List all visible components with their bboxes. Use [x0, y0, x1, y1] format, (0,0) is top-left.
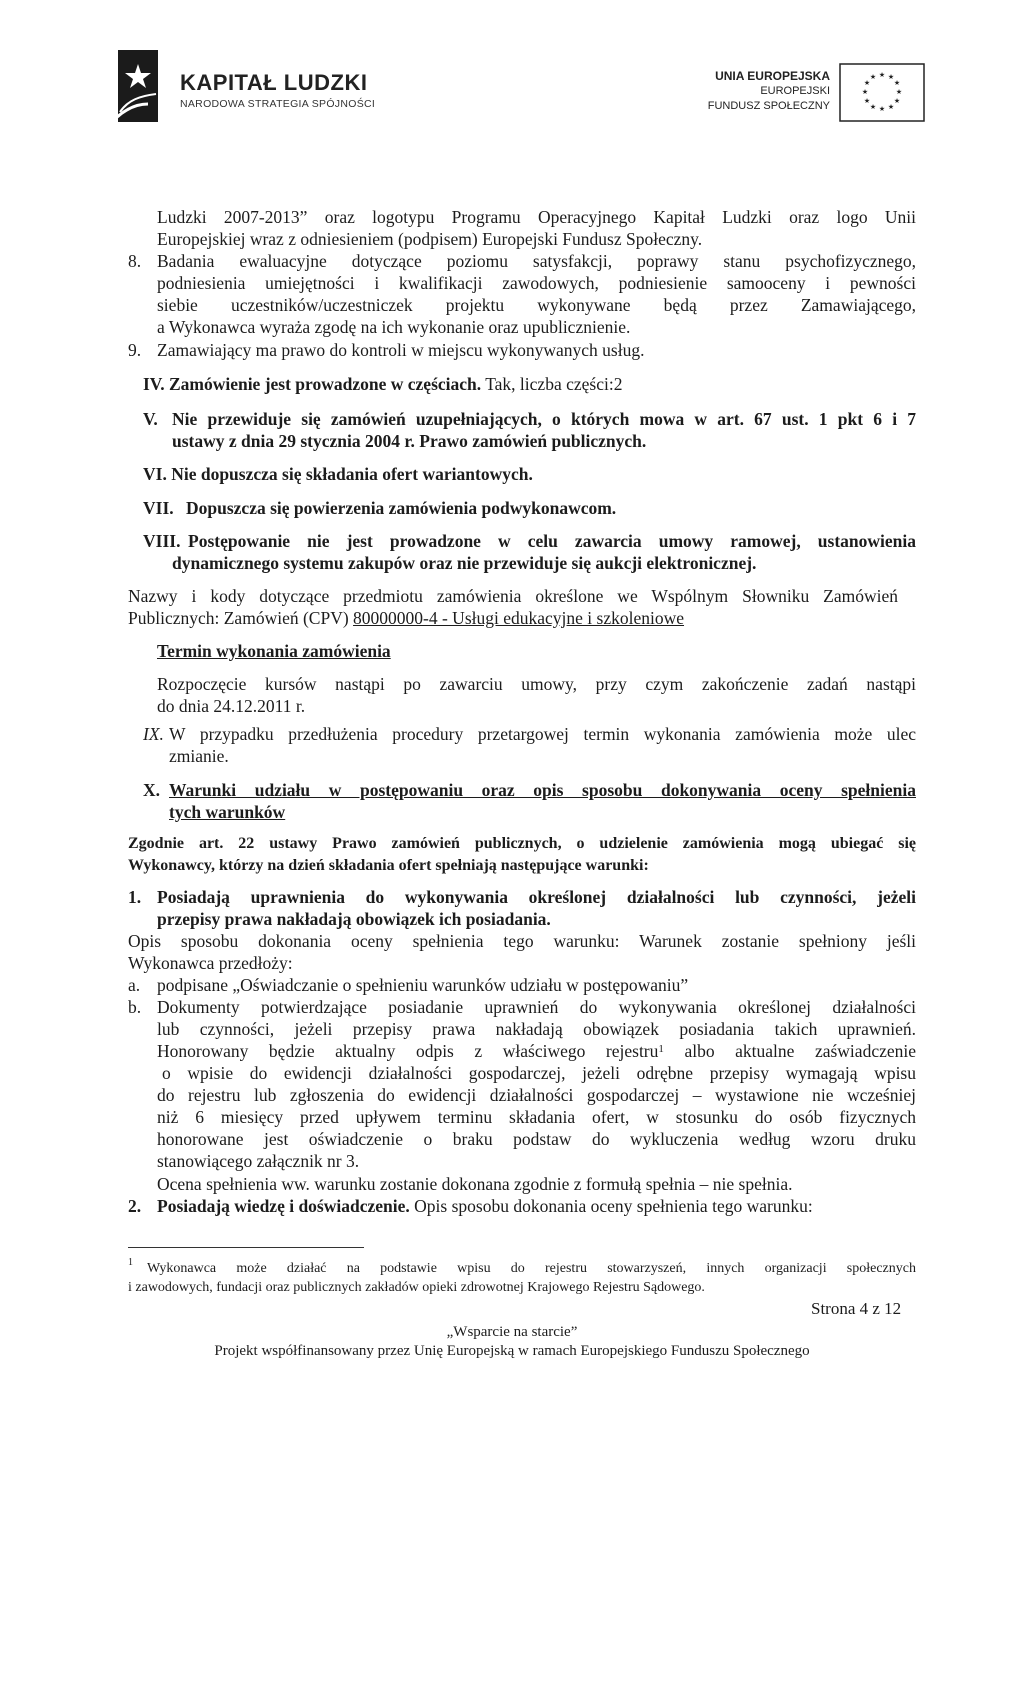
list-number: 2. [128, 1196, 142, 1216]
section-iv-heading: IV. Zamówienie jest prowadzone w częściach. [143, 374, 482, 394]
svg-text:★: ★ [861, 88, 869, 96]
cpv-label: Publicznych: Zamówień (CPV) [128, 608, 354, 628]
svg-text:★: ★ [878, 105, 886, 113]
svg-text:★: ★ [863, 97, 871, 105]
text-line: do rejestru lub zgłoszenia do ewidencji działalności gospodarczej – wystawione nie wcześniej [157, 1085, 916, 1105]
svg-text:★: ★ [887, 103, 895, 111]
section-iv-text: Tak, liczba części:2 [481, 374, 623, 394]
text-line: Dokumenty potwierdzające posiadanie uprawnień do wykonywania określonej działalności [157, 997, 916, 1017]
text-line: Zamawiający ma prawo do kontroli w miejscu wykonywanych usług. [157, 340, 645, 360]
condition-2 [157, 1195, 813, 1217]
section-number: VIII. [143, 531, 181, 551]
text-line: o wpisie do ewidencji działalności gospodarczej, jeżeli odrębne przepisy wymagają wpisu [162, 1063, 916, 1083]
text-line: Rozpoczęcie kursów nastąpi po zawarciu umowy, przy czym zakończenie zadań nastąpi [157, 674, 916, 694]
section-v-heading: ustawy z dnia 29 stycznia 2004 r. Prawo zamówień publicznych. [172, 431, 647, 451]
kapital-ludzki-logo-icon [118, 50, 158, 122]
list-letter: b. [128, 997, 142, 1017]
text-line [157, 1040, 916, 1062]
page-number: Strona 4 z 12 [811, 1299, 902, 1318]
list-number: 9. [128, 340, 142, 360]
svg-text:★: ★ [869, 73, 877, 81]
text-line: Nazwy i kody dotyczące przedmiotu zamówienia określone we Wspólnym Słowniku Zamówień [128, 586, 898, 606]
eu-flag-icon [839, 63, 925, 122]
text-line: stanowiącego załącznik nr 3. [157, 1151, 360, 1171]
cpv-line [128, 607, 684, 629]
kapital-ludzki-subtitle: NARODOWA STRATEGIA SPÓJNOŚCI [180, 98, 376, 110]
funding-note: Projekt współfinansowany przez Unię Europejską w ramach Europejskiego Funduszu Społecznego [214, 1343, 810, 1359]
text-line: zmianie. [169, 746, 229, 766]
eu-label-line1: UNIA EUROPEJSKA [715, 69, 830, 83]
text-fragment: albo aktualne zaświadczenie [663, 1041, 916, 1061]
footnote-divider [128, 1247, 364, 1248]
section-viii-heading: dynamicznego systemu zakupów oraz nie przewiduje się aukcji elektronicznej. [172, 553, 757, 573]
svg-text:★: ★ [863, 79, 871, 87]
section-number: IX. [143, 724, 164, 744]
text-line: Opis sposobu dokonania oceny spełnienia tego warunku: Warunek zostanie spełniony jeśli [128, 931, 916, 951]
kapital-ludzki-title: KAPITAŁ LUDZKI [180, 70, 368, 95]
section-number: VII. [143, 498, 174, 518]
text-line: honorowane jest oświadczenie o braku podstaw do wykluczenia według wzoru druku [157, 1129, 916, 1149]
text-line: lub czynności, jeżeli przepisy prawa nakładają obowiązek posiadania takich uprawnień. [157, 1019, 916, 1039]
svg-text:★: ★ [893, 97, 901, 105]
text-line: niż 6 miesięcy przed upływem terminu składania ofert, w stosunku do osób fizycznych [157, 1107, 916, 1127]
text-line: Zgodnie art. 22 ustawy Prawo zamówień publicznych, o udzielenie zamówienia mogą ubiegać się [128, 835, 916, 852]
eu-label-line3: FUNDUSZ SPOŁECZNY [707, 100, 830, 112]
text-line: Wykonawcy, którzy na dzień składania ofert spełniają następujące warunki: [128, 857, 649, 874]
list-number: 1. [128, 887, 142, 907]
footnote-text: i zawodowych, fundacji oraz publicznych zakładów opieki zdrowotnej Krajowego Rejestru Sądowego. [128, 1280, 705, 1295]
text-line: do dnia 24.12.2011 r. [157, 696, 306, 716]
text-line: Ludzki 2007-2013” oraz logotypu Programu Operacyjnego Kapitał Ludzki oraz logo Unii [157, 207, 916, 227]
text-line: W przypadku przedłużenia procedury przetargowej termin wykonania zamówienia może ulec [169, 724, 916, 744]
condition-1-heading: przepisy prawa nakładają obowiązek ich posiadania. [157, 909, 551, 929]
footnote-ref: 1 [658, 1043, 664, 1055]
section-number: V. [143, 409, 158, 429]
text-line: podpisane „Oświadczanie o spełnieniu warunków udziału w postępowaniu” [157, 975, 689, 995]
eu-label-line2: EUROPEJSKI [760, 85, 830, 97]
section-vii-heading: Dopuszcza się powierzenia zamówienia podwykonawcom. [186, 498, 617, 518]
text-line: Wykonawca przedłoży: [128, 953, 293, 973]
svg-text:★: ★ [895, 88, 903, 96]
section-x-heading: Warunki udziału w postępowaniu oraz opis sposobu dokonywania oceny spełnienia [169, 780, 916, 800]
project-name: „Wsparcie na starcie” [446, 1324, 578, 1340]
text-line: Europejskiej wraz z odniesieniem (podpisem) Europejski Fundusz Społeczny. [157, 229, 703, 249]
text-line: siebie uczestników/uczestniczek projektu wykonywane będą przez Zamawiającego, [157, 295, 916, 315]
svg-text:★: ★ [878, 71, 886, 79]
section-viii-heading: Postępowanie nie jest prowadzone w celu zawarcia umowy ramowej, ustanowienia [188, 531, 916, 551]
list-letter: a. [128, 975, 141, 995]
text-line: Ocena spełnienia ww. warunku zostanie dokonana zgodnie z formułą spełnia – nie spełnia. [157, 1174, 793, 1194]
condition-2-text: Opis sposobu dokonania oceny spełnienia tego warunku: [409, 1196, 813, 1216]
text-line: podniesienia umiejętności i kwalifikacji zawodowych, podniesienie samooceny i pewności [157, 273, 916, 293]
text-fragment: Honorowany będzie aktualny odpis z właściwego rejestru [157, 1041, 659, 1061]
svg-text:★: ★ [869, 103, 877, 111]
footnote-text: Wykonawca może działać na podstawie wpisu do rejestru stowarzyszeń, innych organizacji społecznych [147, 1261, 916, 1276]
condition-2-heading: Posiadają wiedzę i doświadczenie. [157, 1196, 410, 1216]
footnote-mark: 1 [128, 1257, 133, 1268]
section-number: X. [143, 780, 161, 800]
section-vi-heading: VI. Nie dopuszcza się składania ofert wariantowych. [143, 464, 533, 484]
text-line: Badania ewaluacyjne dotyczące poziomu satysfakcji, poprawy stanu psychofizycznego, [157, 251, 916, 271]
eu-fund-label [680, 69, 830, 114]
section-v-heading: Nie przewiduje się zamówień uzupełniających, o których mowa w art. 67 ust. 1 pkt 6 i 7 [172, 409, 916, 429]
svg-text:★: ★ [887, 73, 895, 81]
section-x-heading: tych warunków [169, 802, 286, 822]
cpv-code: 80000000-4 - Usługi edukacyjne i szkoleniowe [353, 608, 685, 628]
condition-1-heading: Posiadają uprawnienia do wykonywania określonej działalności lub czynności, jeżeli [157, 887, 916, 907]
text-line: a Wykonawca wyraża zgodę na ich wykonanie oraz upublicznienie. [157, 317, 631, 337]
section-iv [143, 373, 622, 395]
list-number: 8. [128, 251, 142, 271]
termin-heading: Termin wykonania zamówienia [157, 641, 391, 661]
svg-text:★: ★ [893, 79, 901, 87]
